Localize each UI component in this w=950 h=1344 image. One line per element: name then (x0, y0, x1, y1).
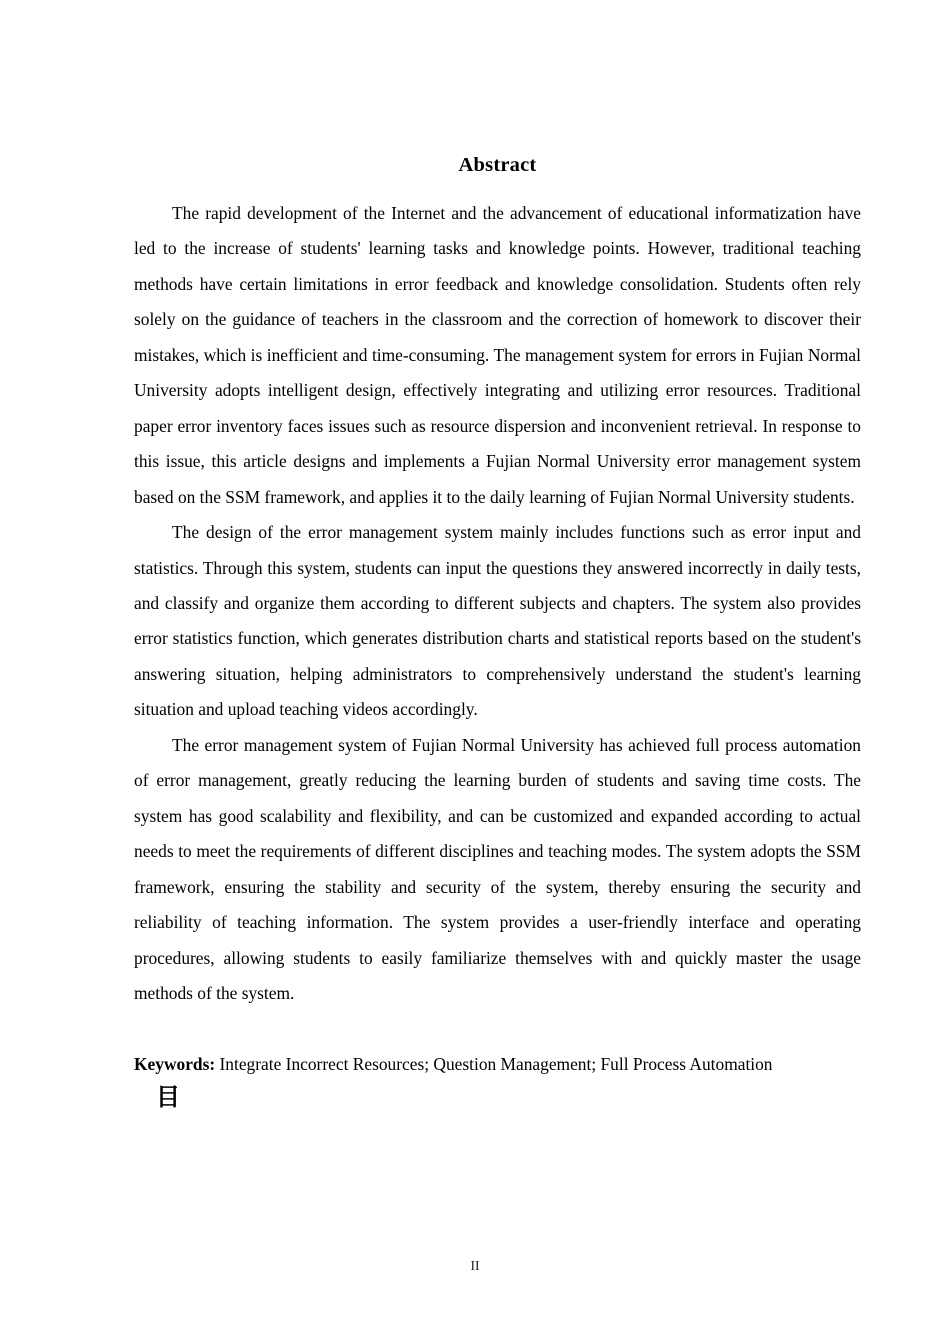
abstract-body (134, 196, 861, 1112)
abstract-paragraph-1: The rapid development of the Internet and the advancement of educational informatization have led to the increase of students' learning tasks and knowledge points. However, traditional teaching methods have certain limitations in error feedback and knowledge consolidation. Students often rely solely on the guidance of teachers in the classroom and the correction of homework to discover their mistakes, which is inefficient and time-consuming. The management system for errors in Fujian Normal University adopts intelligent design, effectively integrating and utilizing error resources. Traditional paper error inventory faces issues such as resource dispersion and inconvenient retrieval. In response to this issue, this article designs and implements a Fujian Normal University error management system based on the SSM framework, and applies it to the daily learning of Fujian Normal University students. (134, 203, 861, 507)
keywords-line (134, 1011, 861, 1082)
page-title: Abstract (458, 153, 537, 176)
keywords-label: Keywords: (134, 1053, 216, 1074)
keywords-value: Integrate Incorrect Resources; Question Management; Full Process Automation (219, 1053, 773, 1074)
abstract-paragraph-3: The error management system of Fujian Normal University has achieved full process automation of error management, greatly reducing the learning burden of students and saving time costs. The system has good scalability and flexibility, and can be customized and expanded according to actual needs to meet the requirements of different disciplines and teaching modes. The system adopts the SSM framework, ensuring the stability and security of the system, thereby ensuring the security and reliability of teaching information. The system provides a user-friendly interface and operating procedures, allowing students to easily familiarize themselves with and quickly master the usage methods of the system. (134, 734, 861, 1003)
abstract-paragraph-2: The design of the error management system mainly includes functions such as error input and statistics. Through this system, students can input the questions they answered incorrectly in daily tests, and classify and organize them according to different subjects and chapters. The system also provides error statistics function, which generates distribution charts and statistical reports based on the student's answering situation, helping administrators to comprehensively understand the student's learning situation and upload teaching videos accordingly. (134, 522, 861, 720)
page-number: II (470, 1258, 480, 1273)
trailing-cjk-character: 目 (156, 1083, 180, 1112)
